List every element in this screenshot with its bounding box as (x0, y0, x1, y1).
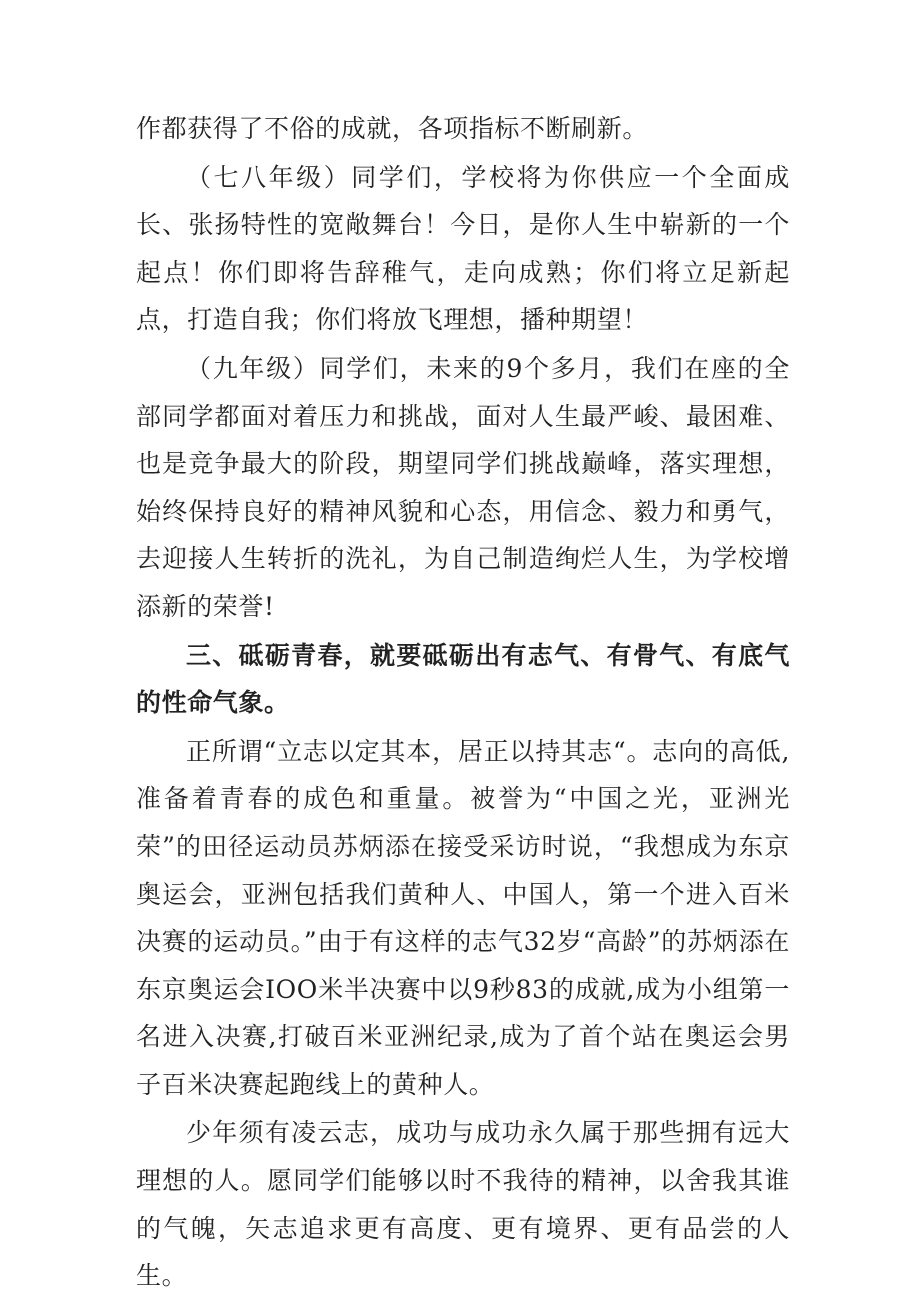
document-body (136, 105, 790, 1300)
paragraph-grade-9: （九年级）同学们，未来的9个多月，我们在座的全部同学都面对着压力和挑战，面对人生最严峻、最困难、也是竞争最大的阶段，期望同学们挑战巅峰，落实理想，始终保持良好的精神风貌和心态，用信念、毅力和勇气，去迎接人生转折的洗礼，为自己制造绚烂人生，为学校增添新的荣誉! (136, 353, 790, 621)
paragraph-grade-7-8: （七八年级）同学们，学校将为你供应一个全面成长、张扬特性的宽敞舞台！今日，是你人生中崭新的一个起点！你们即将告辞稚气，走向成熟；你们将立足新起点，打造自我；你们将放飞理想，播种期望！ (136, 162, 790, 335)
paragraph-closing: 少年须有凌云志，成功与成功永久属于那些拥有远大理想的人。愿同学们能够以时不我待的精神，以舍我其谁的气魄，矢志追求更有高度、更有境界、更有品尝的人生。 (136, 1118, 790, 1291)
paragraph-ambition: 正所谓“立志以定其本，居正以持其志“。志向的高低,准备着青春的成色和重量。被誉为“中国之光，亚洲光荣”的田径运动员苏炳添在接受采访时说，“我想成为东京奥运会，亚洲包括我们黄种人、中国人，第一个进入百米决赛的运动员。”由于有这样的志气32岁“高龄”的苏炳添在东京奥运会IOO米半决赛中以9秒83的成就,成为小组第一名进入决赛,打破百米亚洲纪录,成为了首个站在奥运会男子百米决赛起跑线上的黄种人。 (136, 736, 790, 1099)
paragraph-continuation: 作都获得了不俗的成就，各项指标不断刷新。 (136, 114, 649, 143)
section-heading-three: 三、砥砺青春，就要砥砺出有志气、有骨气、有底气的性命气象。 (136, 640, 790, 718)
